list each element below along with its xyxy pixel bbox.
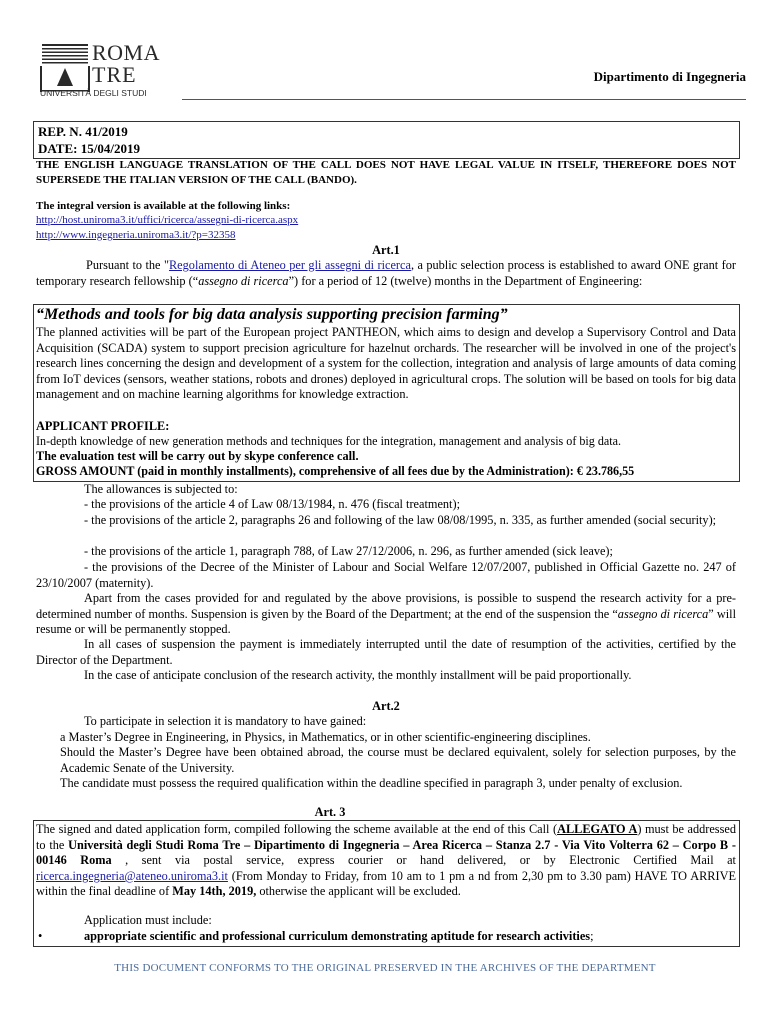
suspension-b: ” will resume or will be permanently stopped. [36, 606, 736, 637]
suspension-a: Apart from the cases provided for and regulated by the above provisions, is possible to suspend the research activity for a pre-determined number of months. Suspension is given by the Board of the Department; at the end of the suspension the “ [36, 591, 736, 621]
logo-roma-text: ROMA [92, 40, 161, 65]
allegato-a-reference: ALLEGATO A [557, 822, 638, 836]
art1-intro [36, 258, 736, 289]
curriculum-requirement [84, 929, 736, 945]
applicant-profile-text: In-depth knowledge of new generation methods and techniques for the integration, management and analysis of big data. [36, 434, 622, 448]
gross-amount: GROSS AMOUNT (paid in monthly installments), comprehensive of all fees due by the Administration): € 23.786,55 [36, 464, 635, 478]
art3-p1-d: (From Monday to Friday, from 10 am to 1 pm a nd from 2,30 pm to 3.30 pam) HAVE TO ARRIVE within the final deadline of [36, 868, 736, 899]
integral-link-ingegneria[interactable]: http://www.ingegneria.uniroma3.it/?p=32358 [36, 229, 236, 241]
rep-number: REP. N. 41/2019 [38, 124, 128, 139]
art3-p1-b: ) must be addressed to the [36, 822, 736, 852]
art3-deadline: May 14th, 2019, [172, 884, 257, 899]
certified-email-link[interactable]: ricerca.ingegneria@ateneo.uniroma3.it [36, 868, 228, 883]
rep-box [33, 121, 740, 159]
art1-intro-b: , a public selection process is established to award ONE grant for temporary research fellowship (“ [36, 258, 736, 288]
project-description: The planned activities will be part of the European project PANTHEON, which aims to design and develop a Supervisory Control and Data Acquisition (SCADA) system to support precision agriculture for hazelnut orchards. The researcher will be involved in one of the project's research lines concerning the design and development of a system for the collection, integration and analysis of large amounts of data coming from IoT devices (sensors, weather stations, robots and drones) deployed in agricultural crops. The solution will be based on tools for big data management and on machine learning algorithms for knowledge extraction. [36, 325, 736, 402]
art1-intro-italic: assegno di ricerca [198, 273, 289, 288]
evaluation-note: The evaluation test will be carry out by skype conference call. [36, 449, 359, 463]
payment-paragraph: In all cases of suspension the payment is immediately interrupted until the date of resumption of the activities, certified by the Director of the Department. [36, 637, 736, 667]
art1-intro-a: Pursuant to the " [86, 258, 169, 272]
art3-p1-e: otherwise the applicant will be excluded. [256, 884, 461, 899]
integral-link-host[interactable]: http://host.uniroma3.it/uffici/ricerca/assegni-di-ricerca.aspx [36, 214, 299, 226]
art3-heading: Art. 3 [314, 805, 346, 819]
footer-conformity-note: THIS DOCUMENT CONFORMS TO THE ORIGINAL PRESERVED IN THE ARCHIVES OF THE DEPARTMENT [114, 962, 656, 974]
art2-intro: To participate in selection it is mandatory to have gained: [84, 714, 367, 728]
art2-requirement-degree: a Master’s Degree in Engineering, in Physics, in Mathematics, or in other scientific-engineering disciplines. [60, 730, 591, 744]
art3-address: Università degli Studi Roma Tre – Dipartimento di Ingegneria – Area Ricerca – Stanza 2.7 - Via Vito Volterra 62 – Corpo B - 00146 Roma [36, 837, 736, 868]
anticipate-paragraph: In the case of anticipate conclusion of the research activity, the monthly installment will be paid proportionally. [84, 668, 632, 682]
rep-date: DATE: 15/04/2019 [38, 141, 140, 156]
suspension-italic: assegno di ricerca [617, 606, 709, 621]
suspension-paragraph [36, 591, 736, 638]
curriculum-text: appropriate scientific and professional curriculum demonstrating aptitude for research activities [84, 929, 591, 943]
curriculum-end: ; [590, 929, 594, 943]
allowance-sick-leave: - the provisions of the article 1, paragraph 788, of Law 27/12/2006, n. 296, as further amended (sick leave); [84, 544, 613, 558]
art1-heading: Art.1 [372, 243, 400, 257]
university-logo [36, 42, 176, 100]
logo-rule [182, 99, 746, 100]
logo-tre-text: TRE [92, 62, 137, 87]
allowances-intro: The allowances is subjected to: [84, 482, 238, 496]
legal-disclaimer: THE ENGLISH LANGUAGE TRANSLATION OF THE CALL DOES NOT HAVE LEGAL VALUE IN ITSELF, THEREFORE DOES NOT SUPERSEDE THE ITALIAN VERSION OF THE CALL (BANDO). [36, 159, 736, 186]
applicant-profile-heading: APPLICANT PROFILE: [36, 419, 170, 433]
regolamento-link[interactable]: Regolamento di Ateneo per gli assegni di ricerca [168, 258, 411, 272]
art3-p1-c: , sent via postal service, express courier or hand delivered, or by Electronic Certified Mail at [111, 853, 736, 868]
department-name: Dipartimento di Ingegneria [593, 69, 746, 84]
project-title: “Methods and tools for big data analysis supporting precision farming” [36, 306, 508, 323]
allowance-maternity: - the provisions of the Decree of the Minister of Labour and Social Welfare 12/07/2007, published in Official Gazette no. 247 of 23/10/2007 (maternity). [36, 560, 736, 590]
allowance-fiscal: - the provisions of the article 4 of Law 08/13/1984, n. 476 (fiscal treatment); [84, 497, 460, 511]
art2-requirement-abroad: Should the Master’s Degree have been obtained abroad, the course must be declared equivalent, solely for selection purposes, by the Academic Senate of the University. [60, 745, 736, 775]
art2-heading: Art.2 [372, 699, 400, 713]
art3-p1-a: The signed and dated application form, compiled following the scheme available at the end of this Call ( [36, 822, 558, 836]
art2-requirement-deadline: The candidate must possess the required qualification within the deadline specified in paragraph 3, under penalty of exclusion. [60, 776, 683, 790]
art3-application-paragraph [36, 822, 736, 900]
bullet-icon: • [38, 929, 43, 943]
art1-intro-c: ”) for a period of 12 (twelve) months in the Department of Engineering: [288, 273, 643, 288]
allowance-social-security: - the provisions of the article 2, paragraphs 26 and following of the law 08/08/1995, n. 335, as further amended (social security); [84, 513, 717, 527]
logo-subtitle: UNIVERSITÀ DEGLI STUDI [40, 88, 147, 98]
integral-version-label: The integral version is available at the following links: [36, 200, 291, 212]
application-must-include: Application must include: [84, 913, 212, 927]
